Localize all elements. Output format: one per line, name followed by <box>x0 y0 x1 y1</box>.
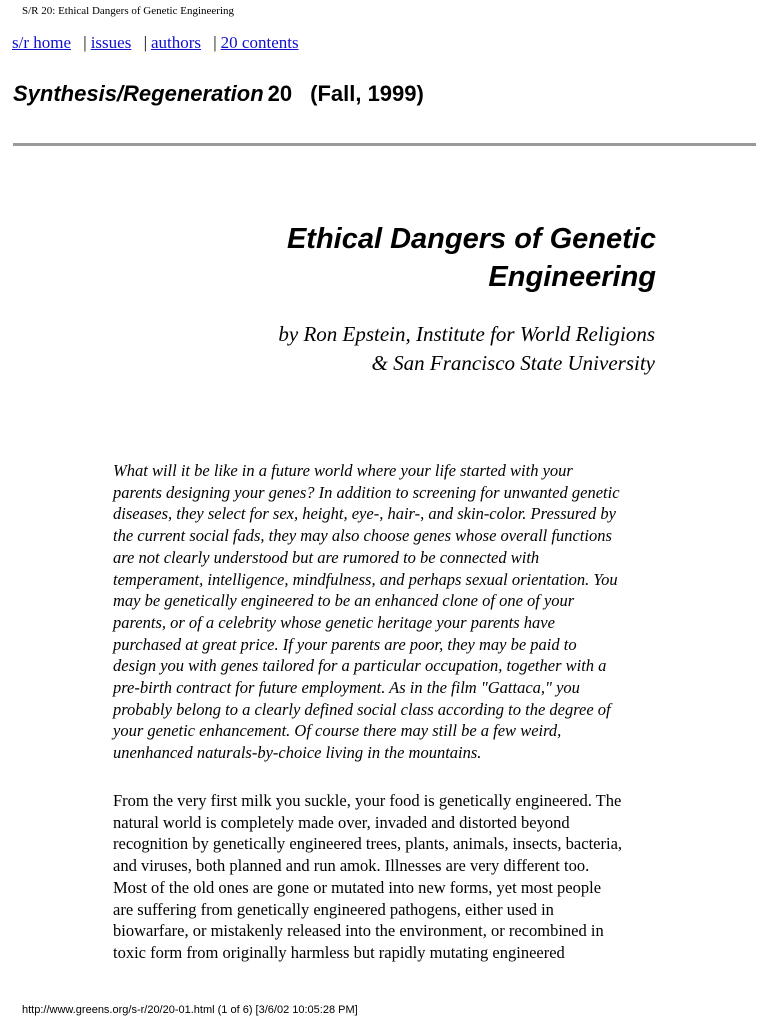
text-line: parents designing your genes? In addition to screening for unwanted genetic <box>113 482 620 502</box>
text-line: temperament, intelligence, mindfulness, and perhaps sexual orientation. You <box>113 569 618 589</box>
text-line: natural world is completely made over, invaded and distorted beyond <box>113 812 570 832</box>
text-line: are not clearly understood but are rumored to be connected with <box>113 547 540 567</box>
nav-link-issues[interactable]: issues <box>90 33 132 52</box>
byline-line: & San Francisco State University <box>371 351 655 375</box>
text-line: and viruses, both planned and run amok. Illnesses are very different too. <box>113 856 590 876</box>
text-line: Most of the old ones are gone or mutated into new forms, yet most people <box>113 877 602 897</box>
text-line: pre-birth contract for future employment. As in the film "Gattaca," you <box>113 678 580 698</box>
text-line: recognition by genetically engineered trees, plants, animals, insects, bacteria, <box>113 834 623 854</box>
print-header: S/R 20: Ethical Dangers of Genetic Engineering <box>22 5 234 17</box>
intro-paragraph <box>113 460 658 764</box>
article-title <box>136 220 656 296</box>
text-line: may be genetically engineered to be an enhanced clone of one of your <box>113 591 575 611</box>
site-nav <box>12 33 299 53</box>
nav-separator: | <box>213 33 217 52</box>
journal-name: Synthesis/Regeneration <box>13 81 264 106</box>
nav-link-authors[interactable]: authors <box>150 33 202 52</box>
horizontal-rule <box>13 143 756 146</box>
text-line: What will it be like in a future world where your life started with your <box>113 461 573 480</box>
text-line: purchased at great price. If your parents are poor, they may be paid to <box>113 634 577 654</box>
issue-number: 20 <box>267 81 293 106</box>
text-line: diseases, they select for sex, height, eye-, hair-, and skin-color. Pressured by <box>113 504 616 524</box>
print-footer: http://www.greens.org/s-r/20/20-01.html (1 of 6) [3/6/02 10:05:28 PM] <box>22 1004 358 1016</box>
issue-season: (Fall, 1999) <box>310 81 424 106</box>
text-line: From the very first milk you suckle, your food is genetically engineered. The <box>113 791 622 810</box>
text-line: design you with genes tailored for a particular occupation, together with a <box>113 656 607 676</box>
nav-link-sr-home[interactable]: s/r home <box>12 33 72 52</box>
nav-link-20-contents[interactable]: 20 contents <box>220 33 299 52</box>
article-title-line: Ethical Dangers of Genetic <box>286 223 656 255</box>
text-line: your genetic enhancement. Of course there may still be a few weird, <box>113 721 562 741</box>
nav-separator: | <box>143 33 147 52</box>
body-paragraph <box>113 790 658 964</box>
text-line: parents, or of a celebrity whose genetic heritage your parents have <box>113 612 555 632</box>
nav-separator: | <box>83 33 87 52</box>
text-line: toxic form from originally harmless but rapidly mutating engineered <box>113 942 565 962</box>
byline-line: by Ron Epstein, Institute for World Religions <box>278 322 655 346</box>
text-line: probably belong to a clearly defined social class according to the degree of <box>113 699 611 719</box>
text-line: biowarfare, or mistakenly released into the environment, or recombined in <box>113 921 604 941</box>
text-line: the current social fads, they may also choose genes whose overall functions <box>113 526 612 546</box>
article-byline <box>135 320 655 378</box>
text-line: are suffering from genetically engineered pathogens, either used in <box>113 899 554 919</box>
text-line: unenhanced naturals-by-choice living in the mountains. <box>113 743 482 763</box>
masthead <box>13 81 424 107</box>
article-title-line: Engineering <box>488 261 656 293</box>
